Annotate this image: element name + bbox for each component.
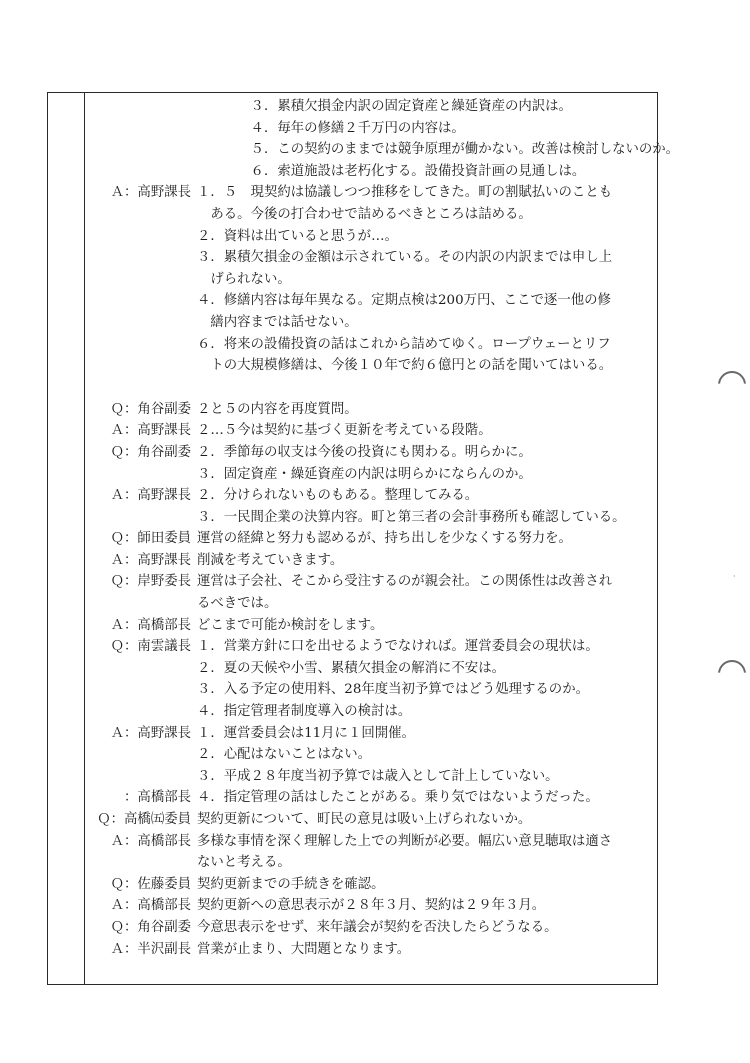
speaker-label bbox=[85, 766, 197, 788]
speaker-label: Ａ：高野課長 bbox=[110, 423, 191, 439]
minutes-line bbox=[85, 182, 655, 204]
statement-text: 多様な事情を深く理解した上での判断が必要。幅広い意見聴取は適さ bbox=[197, 833, 613, 849]
statement-text: 営業が止まり、大問題となります。 bbox=[197, 941, 411, 957]
minutes-line bbox=[85, 269, 655, 291]
speaker-label: Ａ：高野課長 bbox=[110, 185, 191, 201]
speaker-label bbox=[85, 139, 197, 161]
minutes-body bbox=[85, 96, 680, 960]
speaker-label: Ｑ：角谷副委 bbox=[110, 919, 191, 935]
binder-hole-icon bbox=[718, 371, 746, 399]
speaker-label bbox=[85, 226, 197, 248]
minutes-line bbox=[85, 895, 655, 917]
speaker-label bbox=[85, 334, 197, 356]
statement-text: どこまで可能か検討をします。 bbox=[197, 617, 384, 633]
minutes-line bbox=[85, 96, 655, 118]
speaker-label bbox=[85, 161, 197, 183]
minutes-line bbox=[85, 464, 655, 486]
statement-text: ２．心配はないことはない。 bbox=[197, 747, 372, 763]
statement-text: ２．夏の天候や小雪、累積欠損金の解消に不安は。 bbox=[197, 660, 505, 676]
minutes-line bbox=[85, 507, 655, 529]
minutes-line bbox=[85, 852, 655, 874]
statement-text: ２．分けられないものもある。整理してみる。 bbox=[197, 488, 479, 504]
section-gap bbox=[85, 377, 655, 399]
statement-text: ３．累積欠損金の金額は示されている。その内訳の内訳までは申し上 bbox=[197, 250, 613, 266]
minutes-line bbox=[85, 290, 655, 312]
speaker-label bbox=[85, 247, 197, 269]
statement-text: 契約更新への意思表示が２８年３月、契約は２９年３月。 bbox=[197, 898, 546, 914]
speaker-label: Ｑ：岸野委長 bbox=[110, 574, 191, 590]
minutes-line bbox=[85, 204, 655, 226]
statement-text: ２と５の内容を再度質問。 bbox=[197, 401, 358, 417]
statement-text: ３．一民間企業の決算内容。町と第三者の会計事務所も確認している。 bbox=[197, 509, 626, 525]
statement-text: １．運営委員会は11月に１回開催。 bbox=[197, 725, 415, 741]
minutes-line bbox=[85, 831, 655, 853]
speaker-label bbox=[85, 290, 197, 312]
minutes-line bbox=[85, 939, 655, 961]
statement-text: ６．索道施設は老朽化する。設備投資計画の見通しは。 bbox=[197, 163, 586, 179]
speaker-label bbox=[85, 593, 197, 615]
statement-text: ４．指定管理者制度導入の検討は。 bbox=[197, 704, 412, 720]
minutes-line bbox=[85, 420, 655, 442]
speaker-label bbox=[85, 464, 197, 486]
speaker-label bbox=[85, 658, 197, 680]
minutes-line bbox=[85, 571, 655, 593]
minutes-line bbox=[85, 312, 655, 334]
minutes-line bbox=[85, 355, 655, 377]
speaker-label: Ａ：高橋部長 bbox=[110, 833, 191, 849]
minutes-line bbox=[85, 247, 655, 269]
minutes-line bbox=[85, 615, 655, 637]
statement-text: るべきでは。 bbox=[197, 596, 278, 612]
statement-text: ４．修繕内容は毎年異なる。定期点検は200万円、ここで逐一他の修 bbox=[197, 293, 611, 309]
minutes-line bbox=[85, 161, 655, 183]
minutes-line bbox=[85, 442, 655, 464]
minutes-line bbox=[85, 809, 655, 831]
minutes-line bbox=[85, 334, 655, 356]
statement-text: ３．入る予定の使用料、28年度当初予算ではどう処理するのか。 bbox=[197, 682, 589, 698]
speaker-label: Ｑ：高橋㈤委員 bbox=[97, 812, 191, 827]
speaker-label bbox=[85, 96, 197, 118]
statement-text: ３．累積欠損金内訳の固定資産と繰延資産の内訳は。 bbox=[197, 99, 572, 114]
statement-text: ３．平成２８年度当初予算では歳入として計上していない。 bbox=[197, 768, 559, 784]
statement-text: 運営の経緯と努力も認めるが、持ち出しを少なくする努力を。 bbox=[197, 531, 572, 547]
speaker-label bbox=[85, 355, 197, 377]
speaker-label bbox=[85, 701, 197, 723]
statement-text: 契約更新までの手続きを確認。 bbox=[197, 876, 385, 892]
statement-text: 繕内容までは話せない。 bbox=[197, 314, 358, 330]
speaker-label: Ａ：高野課長 bbox=[110, 552, 191, 568]
binder-hole-icon bbox=[718, 660, 746, 688]
minutes-line bbox=[85, 766, 655, 788]
speaker-label bbox=[85, 269, 197, 291]
minutes-line bbox=[85, 917, 655, 939]
speaker-label: Ａ：高橋部長 bbox=[110, 898, 191, 914]
speaker-label: Ａ：高野課長 bbox=[110, 488, 191, 504]
speaker-label: Ａ：高野課長 bbox=[110, 725, 191, 741]
minutes-line bbox=[85, 399, 655, 421]
speaker-label bbox=[85, 852, 197, 874]
speaker-label: Ｑ：南雲議長 bbox=[110, 639, 191, 655]
statement-text: ないと考える。 bbox=[197, 855, 291, 871]
statement-text: 削減を考えていきます。 bbox=[197, 552, 344, 568]
statement-text: ２．資料は出ていると思うが…。 bbox=[197, 228, 398, 244]
statement-text: ３．固定資産・繰延資産の内訳は明らかにならんのか。 bbox=[197, 466, 532, 482]
minutes-line bbox=[85, 226, 655, 248]
minutes-line bbox=[85, 528, 655, 550]
statement-text: ある。今後の打合わせで詰めるべきところは詰める。 bbox=[197, 206, 532, 222]
statement-text: トの大規模修繕は、今後１０年で約６億円との話を聞いてはいる。 bbox=[197, 358, 613, 374]
minutes-line bbox=[85, 636, 655, 658]
speaker-label bbox=[85, 744, 197, 766]
minutes-line bbox=[85, 874, 655, 896]
statement-text: ４．毎年の修繕２千万円の内容は。 bbox=[197, 120, 465, 136]
statement-text: 運営は子会社、そこから受注するのが親会社。この関係性は改善され bbox=[197, 574, 613, 590]
statement-text: １．５ 現契約は協議しつつ推移をしてきた。町の割賦払いのことも bbox=[197, 185, 613, 201]
speaker-label: Ａ：半沢副長 bbox=[110, 941, 191, 957]
minutes-line bbox=[85, 701, 655, 723]
speaker-label bbox=[85, 679, 197, 701]
statement-text: ２…５今は契約に基づく更新を考えている段階。 bbox=[197, 423, 492, 439]
speaker-label: Ｑ：角谷副委 bbox=[110, 444, 191, 460]
statement-text: ６．将来の設備投資の話はこれから詰めてゆく。ロープウェーとリフ bbox=[197, 336, 611, 352]
statement-text: ４．指定管理の話はしたことがある。乗り気ではないようだった。 bbox=[197, 790, 599, 806]
minutes-line bbox=[85, 593, 655, 615]
speaker-label: ：高橋部長 bbox=[124, 790, 191, 806]
statement-text: 契約更新について、町民の意見は吸い上げられないか。 bbox=[197, 812, 532, 827]
minutes-line bbox=[85, 787, 655, 809]
speaker-label: Ｑ：師田委員 bbox=[110, 531, 191, 547]
speaker-label bbox=[85, 204, 197, 226]
scan-speck-icon: · bbox=[733, 572, 736, 581]
minutes-line bbox=[85, 744, 655, 766]
minutes-line bbox=[85, 139, 680, 161]
statement-text: げられない。 bbox=[197, 271, 291, 287]
statement-text: １．営業方針に口を出せるようでなければ。運営委員会の現状は。 bbox=[197, 639, 599, 655]
minutes-line bbox=[85, 679, 655, 701]
speaker-label: Ｑ：角谷副委 bbox=[110, 401, 191, 417]
speaker-label: Ｑ：佐藤委員 bbox=[110, 876, 191, 892]
statement-text: 今意思表示をせず、来年議会が契約を否決したらどうなる。 bbox=[197, 919, 558, 935]
statement-text: ５．この契約のままでは競争原理が働かない。改善は検討しないのか。 bbox=[197, 142, 680, 158]
minutes-line bbox=[85, 723, 655, 745]
speaker-label bbox=[85, 312, 197, 334]
speaker-label bbox=[85, 507, 197, 529]
speaker-label: Ａ：高橋部長 bbox=[110, 617, 191, 633]
minutes-line bbox=[85, 550, 655, 572]
minutes-line bbox=[85, 658, 655, 680]
minutes-line bbox=[85, 485, 655, 507]
speaker-label bbox=[85, 118, 197, 140]
statement-text: ２．季節毎の収支は今後の投資にも関わる。明らかに。 bbox=[197, 444, 532, 460]
minutes-line bbox=[85, 118, 655, 140]
